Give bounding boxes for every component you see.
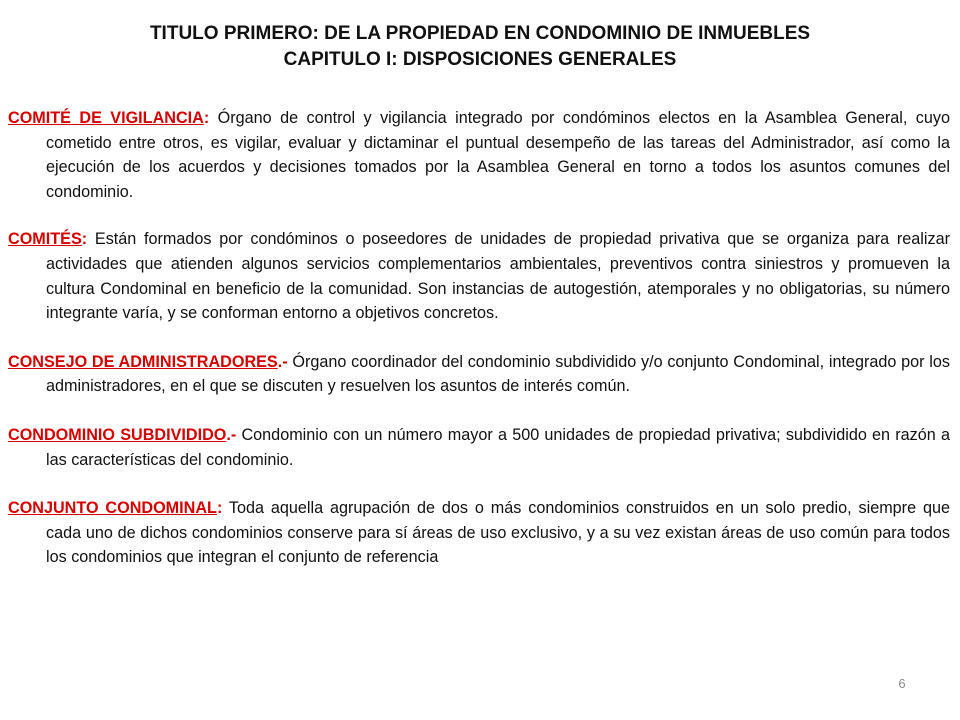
page-number: 6 bbox=[898, 676, 906, 691]
definitions-list bbox=[8, 106, 950, 594]
definition-text: Están formados por condóminos o poseedores de unidades de propiedad privativa que se organiza para realizar actividades que atienden algunos servicios complementarios ambientales, preventivos contra siniestros y promueven la cultura Condominal en beneficio de la comunidad. Son instancias de autogestión, atemporales y no obligatorias, su número integrante varía, y se conforman entorno a objetivos concretos. bbox=[46, 230, 950, 323]
title-line-2: CAPITULO I: DISPOSICIONES GENERALES bbox=[283, 49, 677, 70]
definition-term: CONDOMINIO SUBDIVIDIDO.- bbox=[8, 425, 237, 444]
definition-entry-conjunto-condominal bbox=[8, 496, 950, 570]
page-title bbox=[0, 21, 960, 73]
definition-text: Órgano de control y vigilancia integrado por condóminos electos en la Asamblea General, cuyo cometido entre otros, es vigilar, evaluar y dictaminar el puntual desempeño de las tareas del Administrador, así como la ejecución de los acuerdos y decisiones tomados por la Asamblea General en torno a todos los asuntos comunes del condominio. bbox=[46, 109, 950, 201]
definition-text: Toda aquella agrupación de dos o más condominios construidos en un solo predio, siempre que cada uno de dichos condominios conserve para sí áreas de uso exclusivo, y a su vez existan áreas de uso común para todos los condominios que integran el conjunto de referencia bbox=[46, 499, 950, 567]
definition-text: Órgano coordinador del condominio subdividido y/o conjunto Condominal, integrado por los administradores, en el que se discuten y resuelven los asuntos de interés común. bbox=[46, 352, 950, 396]
definition-term: CONSEJO DE ADMINISTRADORES.- bbox=[8, 352, 288, 371]
definition-term: COMITÉ DE VIGILANCIA: bbox=[8, 109, 210, 127]
definition-term: COMITÉS: bbox=[8, 230, 88, 249]
title-line-1: TITULO PRIMERO: DE LA PROPIEDAD EN CONDOMINIO DE INMUEBLES bbox=[149, 23, 811, 44]
definition-entry-condominio-subdividido bbox=[8, 423, 950, 472]
definition-entry-comite-vigilancia bbox=[8, 106, 950, 204]
definition-term: CONJUNTO CONDOMINAL: bbox=[8, 499, 223, 518]
definition-entry-consejo-administradores bbox=[8, 350, 950, 399]
definition-text: Condominio con un número mayor a 500 unidades de propiedad privativa; subdividido en razón a las características del condominio. bbox=[46, 425, 950, 469]
definition-entry-comites bbox=[8, 227, 950, 325]
